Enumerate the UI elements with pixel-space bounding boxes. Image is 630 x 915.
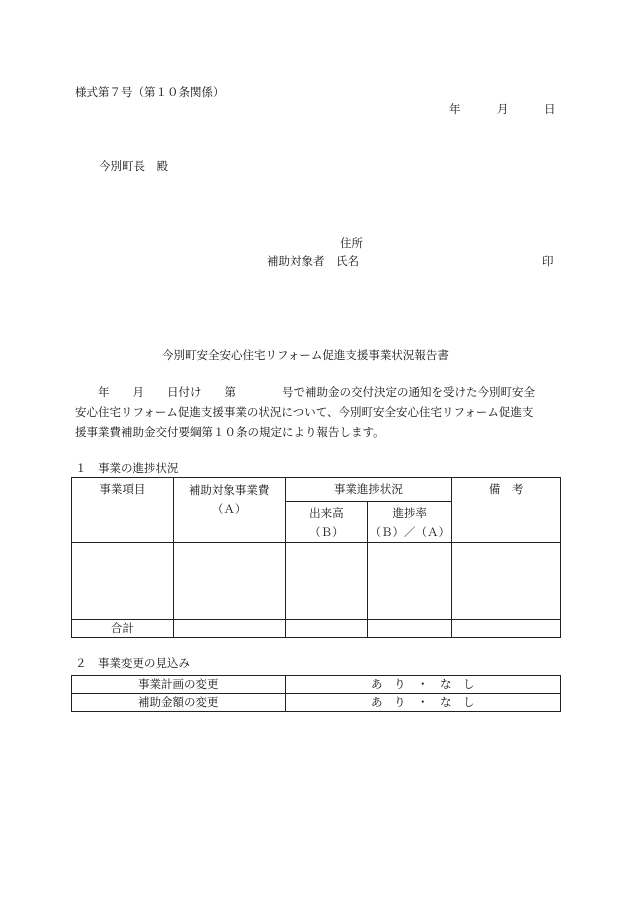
header-notes: 備 考 (452, 478, 561, 543)
body-line-1: 年 月 日付け 第 号で補助金の交付決定の通知を受けた今別町安全 (75, 385, 535, 399)
header-cost: 補助対象事業費 （Ａ） (173, 478, 285, 543)
form-number: 様式第７号（第１０条関係） (75, 85, 225, 99)
body-line-3: 援事業費補助金交付要綱第１０条の規定により報告します。 (75, 425, 385, 439)
total-row (72, 620, 561, 638)
header-item: 事業項目 (72, 478, 174, 543)
body-line-2: 安心住宅リフォーム促進支援事業の状況について、今別町安全安心住宅リフォーム促進支 (75, 405, 534, 419)
header-done: 出来高 （Ｂ） (285, 502, 368, 543)
cell-done (285, 543, 368, 620)
change-amount-options: あ り ・ な し (285, 694, 560, 712)
header-rate: 進捗率 （Ｂ）／（Ａ） (368, 502, 452, 543)
change-amount-label: 補助金額の変更 (72, 694, 286, 712)
applicant-name-label: 補助対象者 氏名 (267, 254, 359, 268)
total-notes (452, 620, 561, 638)
table-row (72, 694, 561, 712)
cell-item (72, 543, 174, 620)
change-table (71, 675, 561, 712)
date-year: 年 (449, 102, 461, 116)
header-progress: 事業進捗状況 (285, 478, 452, 502)
body-paragraph (75, 382, 567, 442)
total-cost (173, 620, 285, 638)
section2-heading: ２ 事業変更の見込み (75, 656, 190, 670)
cell-notes (452, 543, 561, 620)
change-plan-options: あ り ・ な し (285, 676, 560, 694)
document-title: 今別町安全安心住宅リフォーム促進支援事業状況報告書 (162, 348, 449, 362)
addressee: 今別町長 殿 (99, 159, 168, 173)
cell-rate (368, 543, 452, 620)
date-day: 日 (544, 102, 556, 116)
progress-table (71, 477, 561, 638)
table-row (72, 543, 561, 620)
change-plan-label: 事業計画の変更 (72, 676, 286, 694)
section1-heading: １ 事業の進捗状況 (75, 461, 179, 475)
address-label: 住所 (340, 236, 363, 250)
seal-mark: 印 (542, 254, 554, 268)
total-done (285, 620, 368, 638)
total-label: 合計 (72, 620, 174, 638)
total-rate (368, 620, 452, 638)
table-row (72, 676, 561, 694)
cell-cost (173, 543, 285, 620)
date-month: 月 (497, 102, 509, 116)
